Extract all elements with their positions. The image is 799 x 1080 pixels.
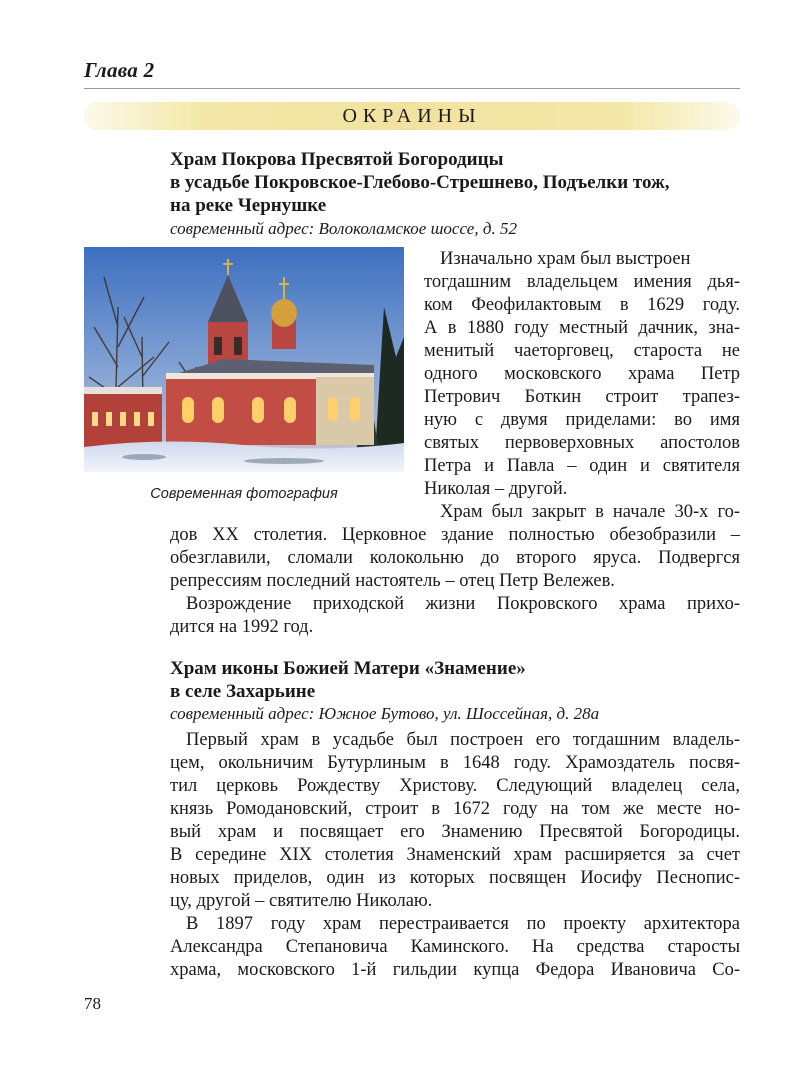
article2-line-8: цу, другой – святителю Николаю. [170,891,433,911]
article1-line-4: Возрождение приходской жизни Покровского храма прихо- [186,594,740,614]
church-photo [84,247,404,472]
article2-line-7: новых приделов, один из которых посвящен Иосифу Песнопис- [170,868,740,888]
chapter-label: Глава 2 [84,58,155,82]
header-rule [84,88,740,89]
page-number: 78 [84,994,101,1013]
article1-title-line-3: на реке Чернушке [170,195,327,216]
section-banner [84,102,740,130]
article2-line-5: вый храм и посвящает его Знамению Пресвятой Богородицы. [170,822,740,842]
article1-address: современный адрес: Волоколамское шоссе, д. 52 [170,219,517,238]
article2-line-4: князь Ромодановский, строит в 1672 году на том же месте но- [170,799,740,819]
article1-side-line-3: ком Феофилактовым в 1629 году. [424,295,740,315]
article2-address: современный адрес: Южное Бутово, ул. Шоссейная, д. 28а [170,704,600,723]
article1-side-line-8: ную с двумя приделами: во имя [424,410,740,430]
article1-side-line-4: А в 1880 году местный дачник, зна- [424,318,740,338]
article2-title-line-1: Храм иконы Божией Матери «Знамение» [170,658,526,679]
article1-side-line-1: Изначально храм был выстроен [440,249,691,269]
photo-caption: Современная фотография [150,486,338,502]
article2-line-3: тил церковь Рождеству Христову. Следующий владелец села, [170,776,740,796]
article1-side-line-6: одного московского храма Петр [424,364,740,384]
article1-title-line-1: Храм Покрова Пресвятой Богородицы [170,149,504,170]
section-title: ОКРАИНЫ [342,105,482,127]
article1-title-line-2: в усадьбе Покровское-Глебово-Стрешнево, Подъелки тож, [170,172,670,193]
article2-title-line-2: в селе Захарьине [170,681,316,702]
article1-side-line-2: тогдашним владельцем имения дья- [424,272,740,292]
article1-side-line-5: менитый чаеторговец, староста не [424,341,740,361]
article2-line-1: Первый храм в усадьбе был построен его тогдашним владель- [186,730,740,750]
article1-line-3: репрессиям последний настоятель – отец Петр Вележев. [170,571,615,591]
article2-line-6: В середине XIX столетия Знаменский храм расширяется за счет [170,845,740,865]
article1-side-line-7: Петрович Боткин строит трапез- [424,387,740,407]
article1-side-line-10: Петра и Павла – один и святителя [424,456,740,476]
article1-side-line-9: святых первоверховных апостолов [424,433,740,453]
article1-side-line-12: Храм был закрыт в начале 30-х го- [440,502,740,522]
article1-line-1: дов XX столетия. Церковное здание полностью обезобразили – [170,525,740,545]
article2-line-9: В 1897 году храм перестраивается по проекту архитектора [186,914,740,934]
article1-side-line-11: Николая – другой. [424,479,568,499]
article2-line-2: цем, окольничим Бутурлиным в 1648 году. Храмоздатель посвя- [170,753,740,773]
article1-line-2: обезглавили, сломали колокольню до второго яруса. Подвергся [170,548,740,568]
article2-line-11: храма, московского 1-й гильдии купца Федора Ивановича Со- [170,960,740,980]
article2-line-10: Александра Степановича Каминского. На средства старосты [170,937,740,957]
article1-line-5: дится на 1992 год. [170,617,314,637]
